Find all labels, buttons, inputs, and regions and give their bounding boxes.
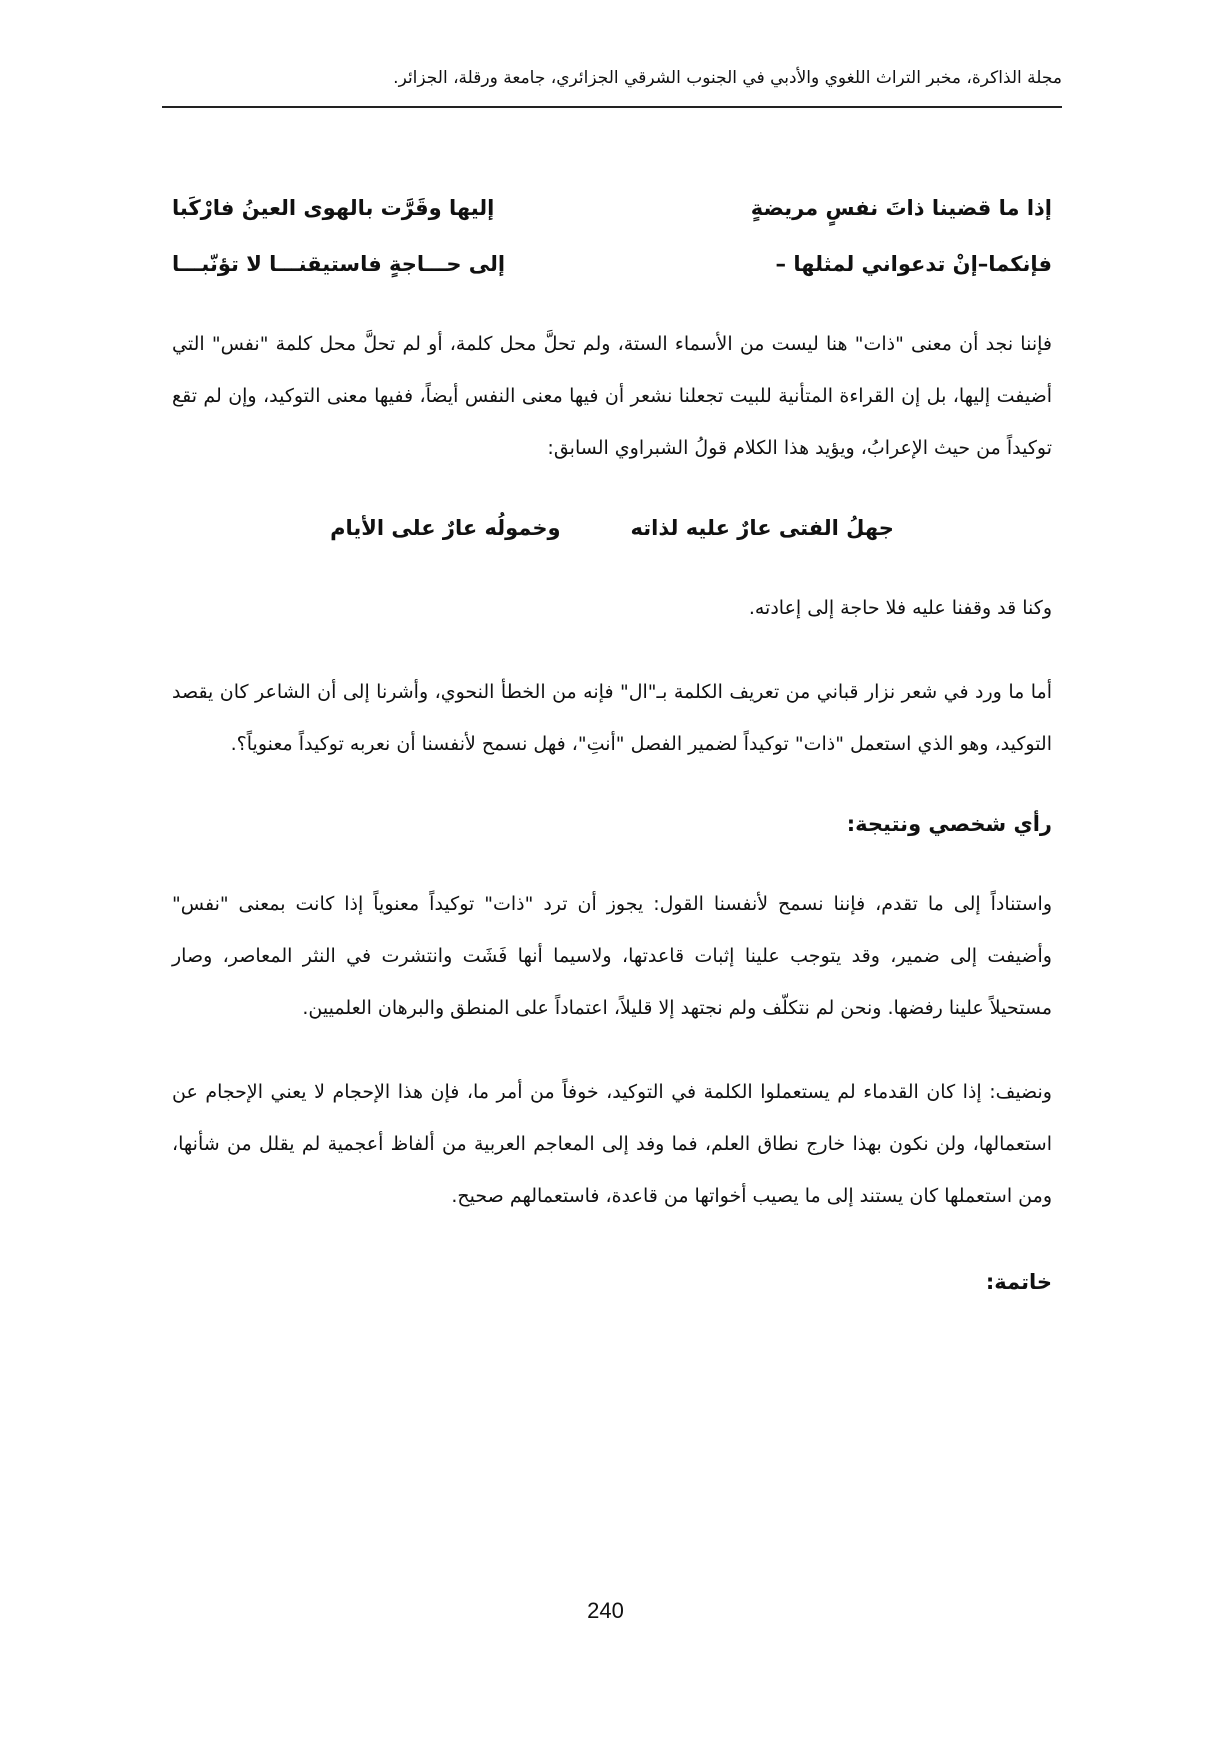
page-content <box>172 180 1052 1310</box>
verse-first-hemistich: جهلُ الفتى عارٌ عليه لذاته <box>630 516 894 540</box>
verse-first-hemistich: إذا ما قضينا ذاتَ نفسٍ مريضةٍ <box>750 196 1052 220</box>
body-paragraph: أما ما ورد في شعر نزار قباني من تعريف الكلمة بـ"ال" فإنه من الخطأ النحوي، وأشرنا إلى أن الشاعر كان يقصد التوكيد، وهو الذي استعمل "ذات" توكيداً لضمير الفصل "أنتِ"، فهل نسمح لأنفسنا أن نعربه توكيداً معنوياً؟. <box>172 681 1052 755</box>
body-paragraph: ونضيف: إذا كان القدماء لم يستعملوا الكلمة في التوكيد، خوفاً من أمر ما، فإن هذا الإحجام لا يعني الإحجام عن استعمالها، ولن نكون بهذا خارج نطاق العلم، فما وفد إلى المعاجم العربية من ألفاظ أعجمية لم يقلل من شأنها، ومن استعملها كان يستند إلى ما يصيب أخواتها من قاعدة، فاستعمالهم صحيح. <box>172 1081 1052 1207</box>
verse-first-hemistich: فإنكما–إنْ تدعواني لمثلها – <box>775 252 1052 276</box>
verse-second-hemistich: وخمولُه عارٌ على الأيام <box>330 516 561 540</box>
verse-second-hemistich: إليها وقَرَّت بالهوى العينُ فارْكَبا <box>172 196 495 220</box>
section-heading: رأي شخصي ونتيجة: <box>846 812 1052 836</box>
section-heading: خاتمة: <box>985 1270 1052 1294</box>
verse-second-hemistich: إلى حـــاجةٍ فاستيقنـــا لا تؤنّبـــا <box>172 252 506 276</box>
header-divider <box>162 106 1062 108</box>
poem-verse <box>172 500 1052 556</box>
poem-verse <box>172 236 1052 292</box>
body-paragraph: فإننا نجد أن معنى "ذات" هنا ليست من الأسماء الستة، ولم تحلَّ محل كلمة، أو لم تحلَّ محل كلمة "نفس" التي أضيفت إليها، بل إن القراءة المتأنية للبيت تجعلنا نشعر أن فيها معنى النفس أيضاً، ففيها معنى التوكيد، وإن لم تقع توكيداً من حيث الإعرابُ، ويؤيد هذا الكلام قولُ الشبراوي السابق: <box>172 333 1052 459</box>
body-paragraph: واستناداً إلى ما تقدم، فإننا نسمح لأنفسنا القول: يجوز أن ترد "ذات" توكيداً معنوياً إذا كانت بمعنى "نفس" وأضيفت إلى ضمير، وقد يتوجب علينا إثبات قاعدتها، ولاسيما أنها فَشَت وانتشرت في النثر المعاصر، وصار مستحيلاً علينا رفضها. ونحن لم نتكلّف ولم نجتهد إلا قليلاً، اعتماداً على المنطق والبرهان العلميين. <box>172 893 1052 1019</box>
poem-verse <box>172 180 1052 236</box>
body-paragraph: وكنا قد وقفنا عليه فلا حاجة إلى إعادته. <box>748 597 1052 619</box>
page-number: 240 <box>587 1598 624 1623</box>
journal-header: مجلة الذاكرة، مخبر التراث اللغوي والأدبي في الجنوب الشرقي الجزائري، جامعة ورقلة، الجزائر. <box>393 68 1062 88</box>
